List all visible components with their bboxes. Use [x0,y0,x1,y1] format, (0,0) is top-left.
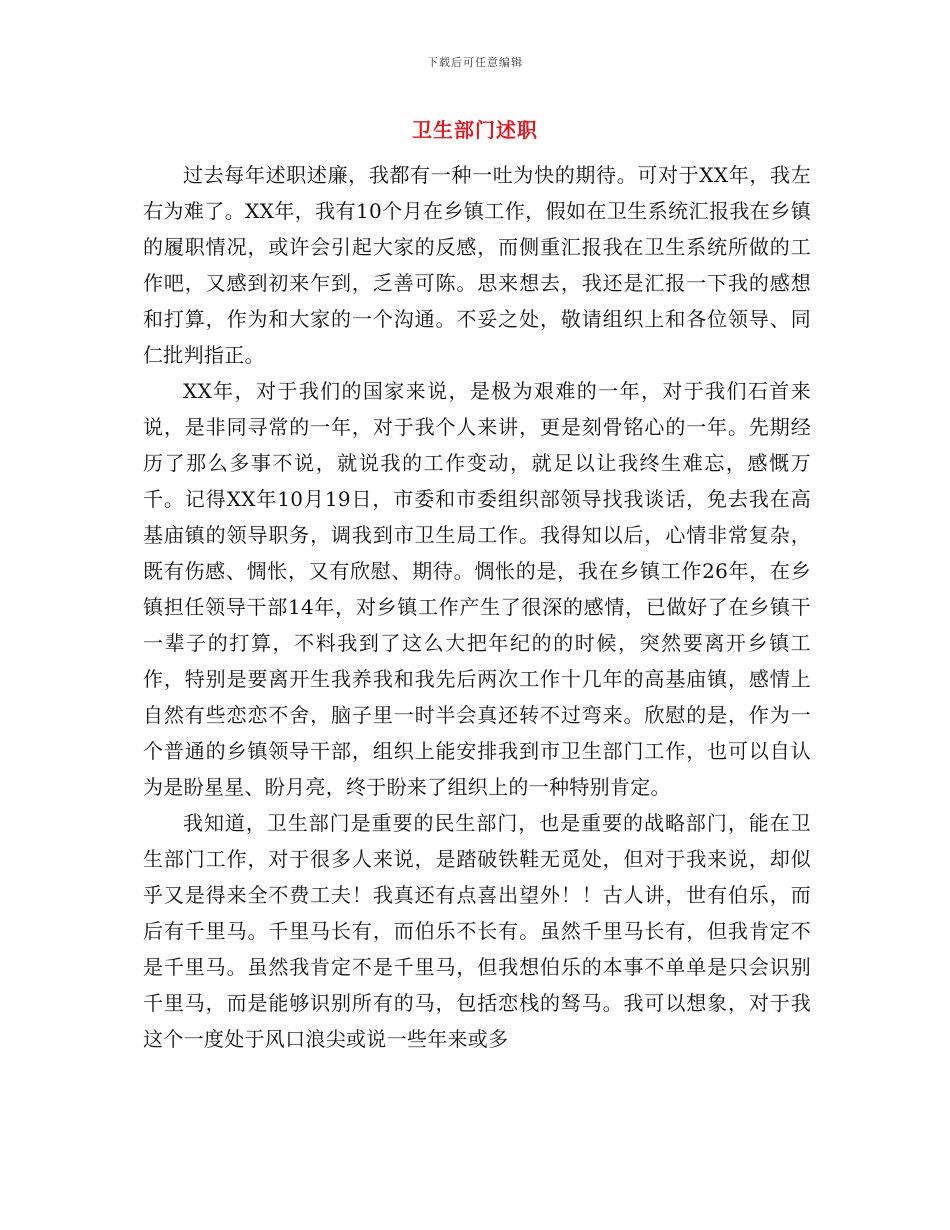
paragraph-3: 我知道，卫生部门是重要的民生部门，也是重要的战略部门，能在卫生部门工作，对于很多人来说，是踏破铁鞋无觅处，但对于我来说，却似乎又是得来全不费工夫！我真还有点喜出望外！！古人讲，世有伯乐，而后有千里马。千里马长有，而伯乐不长有。虽然千里马长有，但我肯定不是千里马。虽然我肯定不是千里马，但我想伯乐的本事不单单是只会识别千里马，而是能够识别所有的马，包括恋栈的驽马。我可以想象，对于我这个一度处于风口浪尖或说一些年来或多 [143,811,811,1051]
document-title: 卫生部门述职 [412,118,538,142]
document-body [143,157,811,1057]
header-note: 下载后可任意编辑 [427,56,523,69]
paragraph-2: XX年，对于我们的国家来说，是极为艰难的一年，对于我们石首来说，是非同寻常的一年，对于我个人来讲，更是刻骨铭心的一年。先期经历了那么多事不说，就说我的工作变动，就足以让我终生难忘，感慨万千。记得XX年10月19日，市委和市委组织部领导找我谈话，免去我在高基庙镇的领导职务，调我到市卫生局工作。我得知以后，心情非常复杂，既有伤感、惆怅，又有欣慰、期待。惆怅的是，我在乡镇工作26年，在乡镇担任领导干部14年，对乡镇工作产生了很深的感情，已做好了在乡镇干一辈子的打算，不料我到了这么大把年纪的的时候，突然要离开乡镇工作，特别是要离开生我养我和我先后两次工作十几年的高基庙镇，感情上自然有些恋恋不舍，脑子里一时半会真还转不过弯来。欣慰的是，作为一个普通的乡镇领导干部，组织上能安排我到市卫生部门工作，也可以自认为是盼星星、盼月亮，终于盼来了组织上的一种特别肯定。 [143,379,811,799]
paragraph-1: 过去每年述职述廉，我都有一种一吐为快的期待。可对于XX年，我左右为难了。XX年，我有10个月在乡镇工作，假如在卫生系统汇报我在乡镇的履职情况，或许会引起大家的反感，而侧重汇报我在卫生系统所做的工作吧，又感到初来乍到，乏善可陈。思来想去，我还是汇报一下我的感想和打算，作为和大家的一个沟通。不妥之处，敬请组织上和各位领导、同仁批判指正。 [143,163,811,367]
